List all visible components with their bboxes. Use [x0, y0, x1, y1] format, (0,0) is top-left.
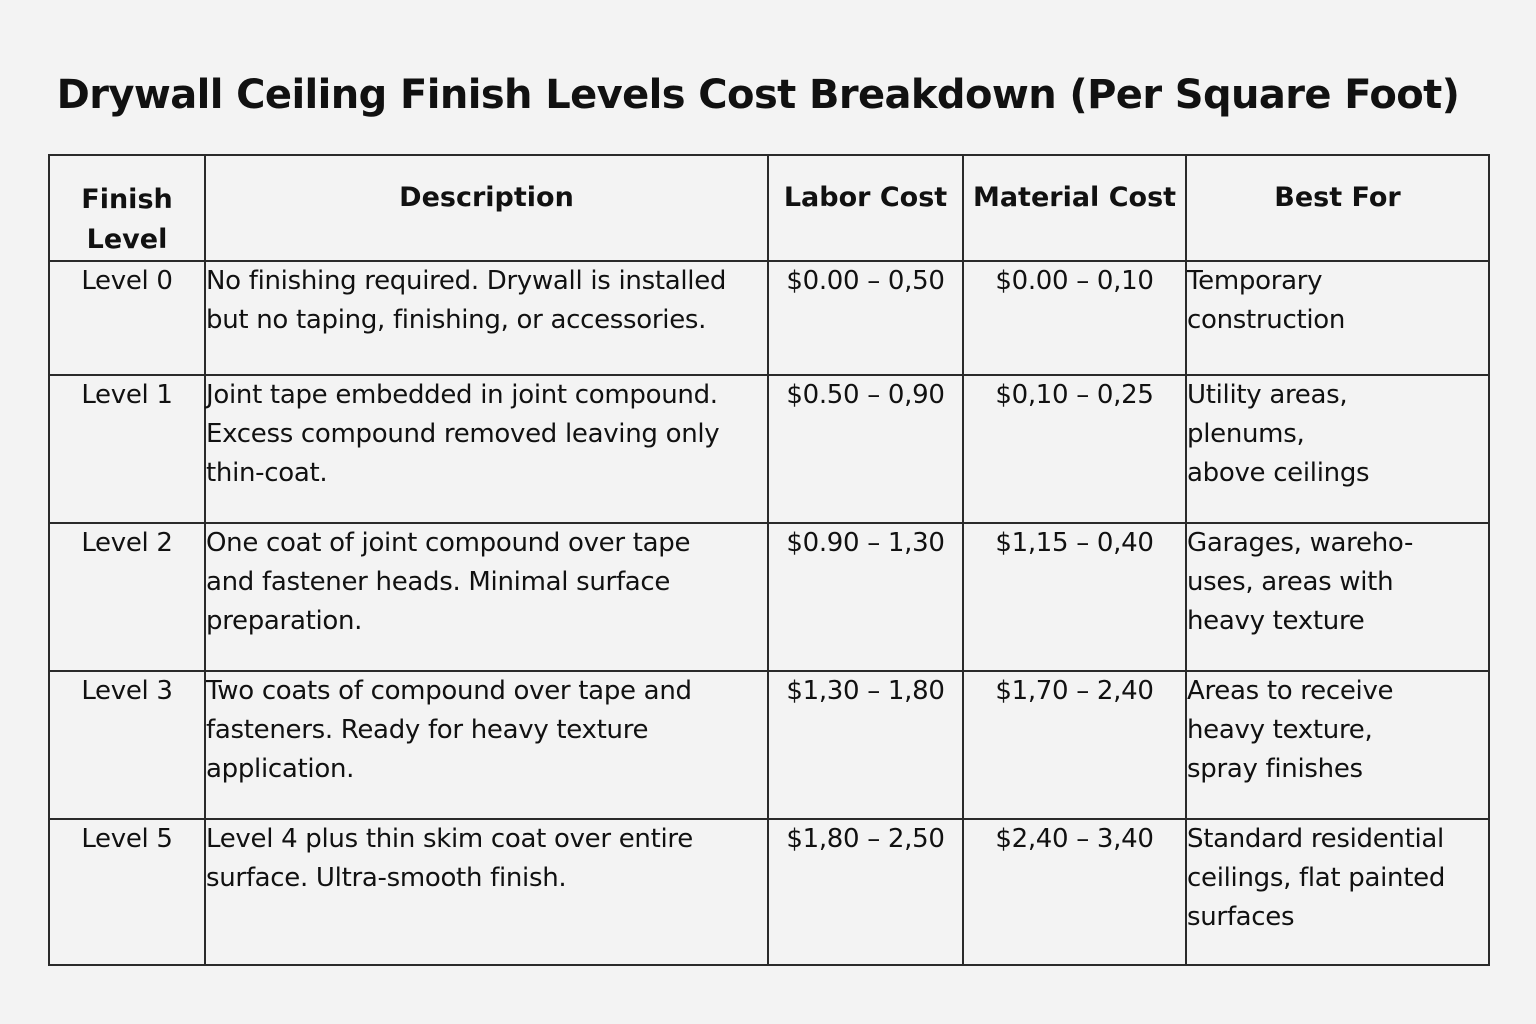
- material-cost-cell: $0,10 – 0,25: [963, 375, 1186, 523]
- best-for-line: Garages, wareho-: [1187, 528, 1414, 558]
- table-row: [49, 523, 1489, 671]
- cost-table: [48, 154, 1490, 966]
- description-line: preparation.: [206, 606, 363, 636]
- best-for-line: heavy texture,: [1187, 715, 1373, 745]
- description-line: One coat of joint compound over tape: [206, 528, 691, 558]
- header-finish-level: [49, 155, 205, 261]
- labor-cost-cell: $0.00 – 0,50: [768, 261, 963, 375]
- best-for-line: Standard residential: [1187, 824, 1444, 854]
- header-material-cost: Material Cost: [963, 155, 1186, 261]
- description-line: application.: [206, 754, 355, 784]
- best-for-line: plenums,: [1187, 419, 1305, 449]
- best-for-line: Temporary: [1187, 266, 1323, 296]
- labor-cost-cell: $0.90 – 1,30: [768, 523, 963, 671]
- table-row: [49, 261, 1489, 375]
- header-finish-level-line: Level: [86, 224, 168, 255]
- best-for-line: uses, areas with: [1187, 567, 1394, 597]
- description-cell: [205, 671, 768, 819]
- table-header-row: [49, 155, 1489, 261]
- best-for-line: construction: [1187, 305, 1346, 335]
- best-for-cell: [1186, 671, 1489, 819]
- header-finish-level-line: Finish: [81, 184, 173, 215]
- best-for-line: Utility areas,: [1187, 380, 1348, 410]
- best-for-line: spray finishes: [1187, 754, 1363, 784]
- description-cell: [205, 523, 768, 671]
- best-for-cell: [1186, 375, 1489, 523]
- description-line: surface. Ultra-smooth finish.: [206, 863, 567, 893]
- page-title: Drywall Ceiling Finish Levels Cost Breakdown (Per Square Foot): [56, 72, 1460, 118]
- finish-level-cell: Level 0: [49, 261, 205, 375]
- finish-level-cell: Level 1: [49, 375, 205, 523]
- description-line: and fastener heads. Minimal surface: [206, 567, 671, 597]
- description-line: thin-coat.: [206, 458, 328, 488]
- labor-cost-cell: $1,80 – 2,50: [768, 819, 963, 965]
- labor-cost-cell: $1,30 – 1,80: [768, 671, 963, 819]
- description-line: Joint tape embedded in joint compound.: [206, 380, 718, 410]
- header-labor-cost: Labor Cost: [768, 155, 963, 261]
- description-cell: [205, 261, 768, 375]
- description-line: but no taping, finishing, or accessories.: [206, 305, 707, 335]
- finish-level-cell: Level 3: [49, 671, 205, 819]
- description-line: No finishing required. Drywall is installed: [206, 266, 727, 296]
- best-for-line: Areas to receive: [1187, 676, 1394, 706]
- finish-level-cell: Level 5: [49, 819, 205, 965]
- header-best-for: Best For: [1186, 155, 1489, 261]
- description-line: Excess compound removed leaving only: [206, 419, 720, 449]
- best-for-line: heavy texture: [1187, 606, 1365, 636]
- description-cell: [205, 375, 768, 523]
- best-for-line: surfaces: [1187, 902, 1295, 932]
- best-for-line: ceilings, flat painted: [1187, 863, 1446, 893]
- best-for-cell: [1186, 261, 1489, 375]
- material-cost-cell: $0.00 – 0,10: [963, 261, 1186, 375]
- material-cost-cell: $1,15 – 0,40: [963, 523, 1186, 671]
- description-cell: [205, 819, 768, 965]
- description-line: fasteners. Ready for heavy texture: [206, 715, 649, 745]
- best-for-cell: [1186, 523, 1489, 671]
- header-description: Description: [205, 155, 768, 261]
- material-cost-cell: $2,40 – 3,40: [963, 819, 1186, 965]
- table-row: [49, 819, 1489, 965]
- description-line: Two coats of compound over tape and: [206, 676, 692, 706]
- material-cost-cell: $1,70 – 2,40: [963, 671, 1186, 819]
- description-line: Level 4 plus thin skim coat over entire: [206, 824, 693, 854]
- best-for-cell: [1186, 819, 1489, 965]
- best-for-line: above ceilings: [1187, 458, 1370, 488]
- table-row: [49, 375, 1489, 523]
- labor-cost-cell: $0.50 – 0,90: [768, 375, 963, 523]
- table-row: [49, 671, 1489, 819]
- finish-level-cell: Level 2: [49, 523, 205, 671]
